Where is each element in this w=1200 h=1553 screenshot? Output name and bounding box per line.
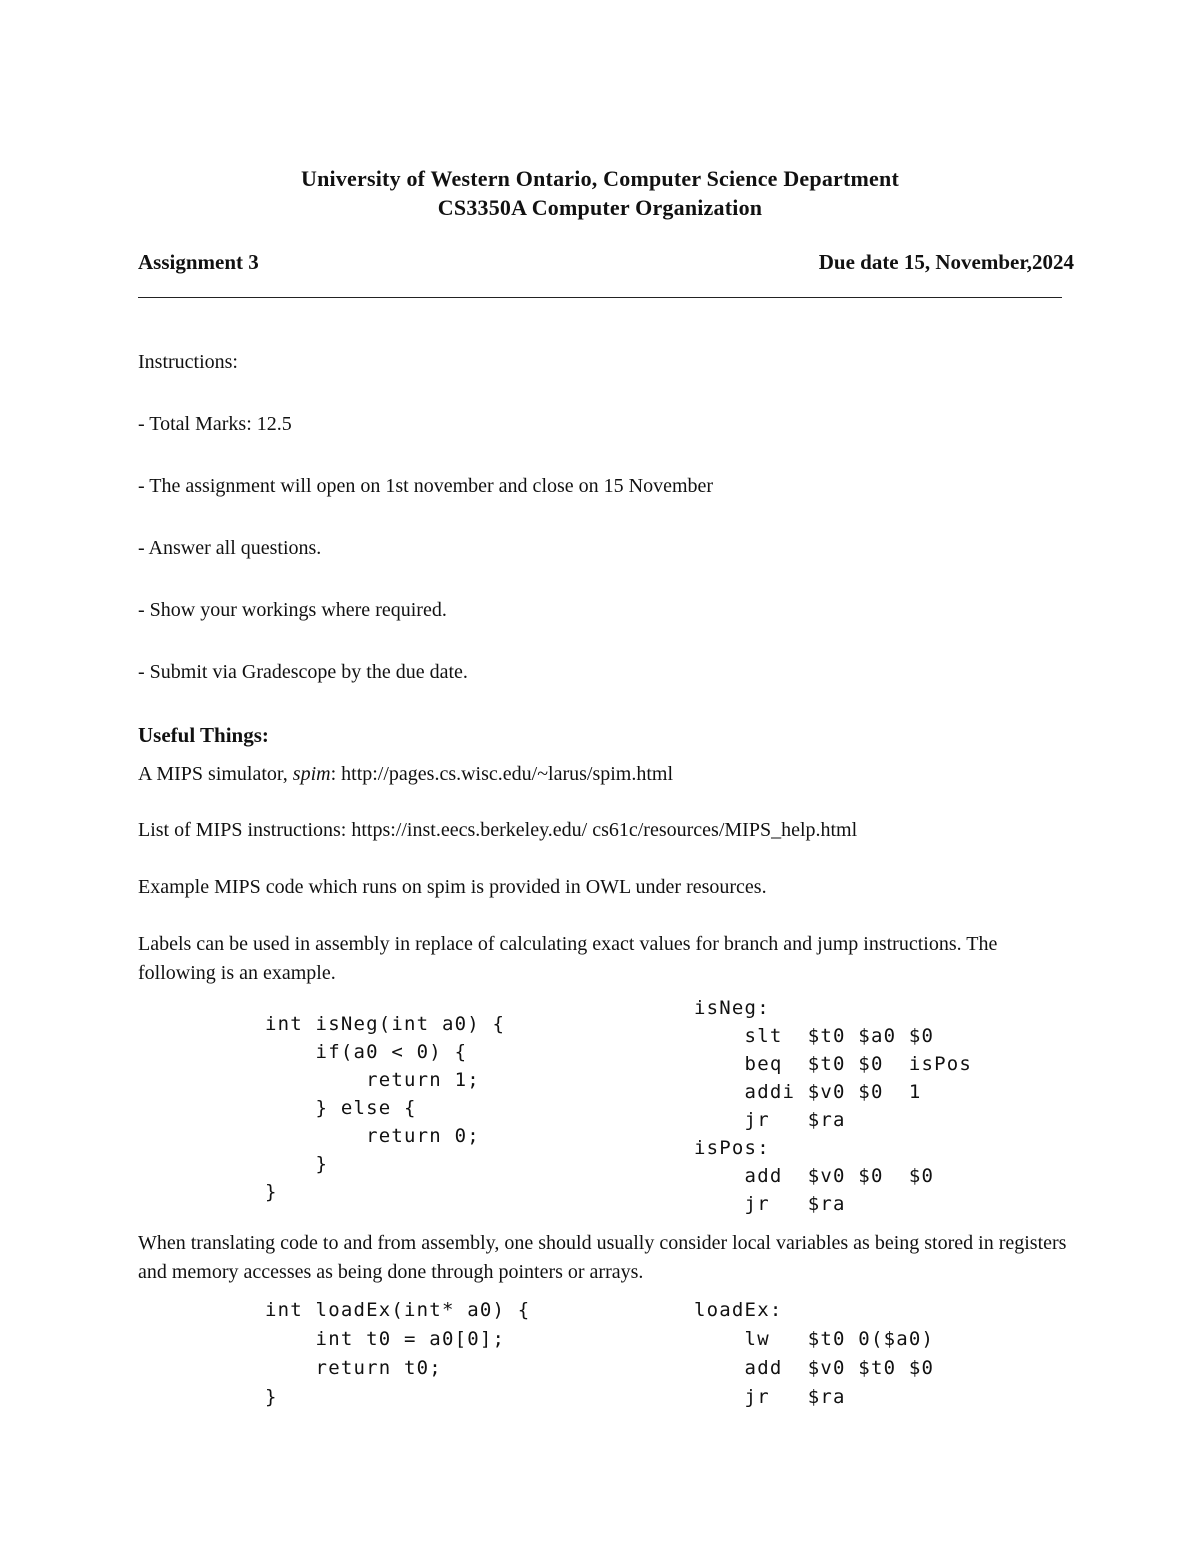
asm-line: isPos: [694,1137,770,1159]
instructions-heading: Instructions: [138,351,238,373]
instruction-item: - Show your workings where required. [138,599,447,621]
asm-line: add $v0 $t0 $0 [694,1357,935,1379]
code-line: } [265,1181,278,1203]
useful-things-heading: Useful Things: [138,723,269,747]
instruction-item: - Answer all questions. [138,537,322,559]
asm-line: jr $ra [694,1109,846,1131]
code-line: return 0; [265,1125,480,1147]
simulator-line [138,763,673,786]
labels-note: Labels can be used in assembly in replace of calculating exact values for branch and jump instructions. The following is an example. [138,933,998,984]
asm-line: beq $t0 $0 isPos [694,1053,973,1075]
instruction-item: - Submit via Gradescope by the due date. [138,661,468,683]
asm-line: lw $t0 0($a0) [694,1328,935,1350]
course-title: CS3350A Computer Organization [437,195,763,220]
university-title: University of Western Ontario, Computer Science Department [301,166,899,191]
simulator-prefix: A MIPS simulator, [138,763,293,785]
isneg-asm-code [694,994,972,1218]
code-line: } [265,1386,278,1408]
asm-line: slt $t0 $a0 $0 [694,1025,935,1047]
asm-line: jr $ra [694,1386,846,1408]
code-line: int isNeg(int a0) { [265,1013,506,1035]
code-line: return t0; [265,1357,442,1379]
isneg-c-code [265,1010,505,1206]
code-line: if(a0 < 0) { [265,1041,468,1063]
instruction-item: - The assignment will open on 1st november and close on 15 November [138,475,714,497]
code-line: int loadEx(int* a0) { [265,1299,531,1321]
asm-line: loadEx: [694,1299,783,1321]
code-line: } [265,1153,329,1175]
example-note: Example MIPS code which runs on spim is provided in OWL under resources. [138,876,767,898]
asm-line: jr $ra [694,1193,846,1215]
asm-line: add $v0 $0 $0 [694,1165,935,1187]
code-line: int t0 = a0[0]; [265,1328,506,1350]
assignment-label: Assignment 3 [138,250,259,274]
loadex-c-code [265,1296,530,1412]
instruction-item: - Total Marks: 12.5 [138,413,292,435]
instruction-list-line[interactable]: List of MIPS instructions: https://inst.eecs.berkeley.edu/ cs61c/resources/MIPS_help.html [138,819,858,841]
code-line: } else { [265,1097,417,1119]
simulator-link[interactable]: : http://pages.cs.wisc.edu/~larus/spim.html [330,763,674,785]
asm-line: addi $v0 $0 1 [694,1081,922,1103]
simulator-name: spim [292,763,331,785]
translating-note: When translating code to and from assembly, one should usually consider local variables as being stored in registers and memory accesses as being done through pointers or arrays. [138,1232,1067,1283]
due-date: Due date 15, November,2024 [818,250,1074,274]
header-divider [138,297,1062,298]
loadex-asm-code [694,1296,934,1412]
code-line: return 1; [265,1069,480,1091]
asm-line: isNeg: [694,997,770,1019]
